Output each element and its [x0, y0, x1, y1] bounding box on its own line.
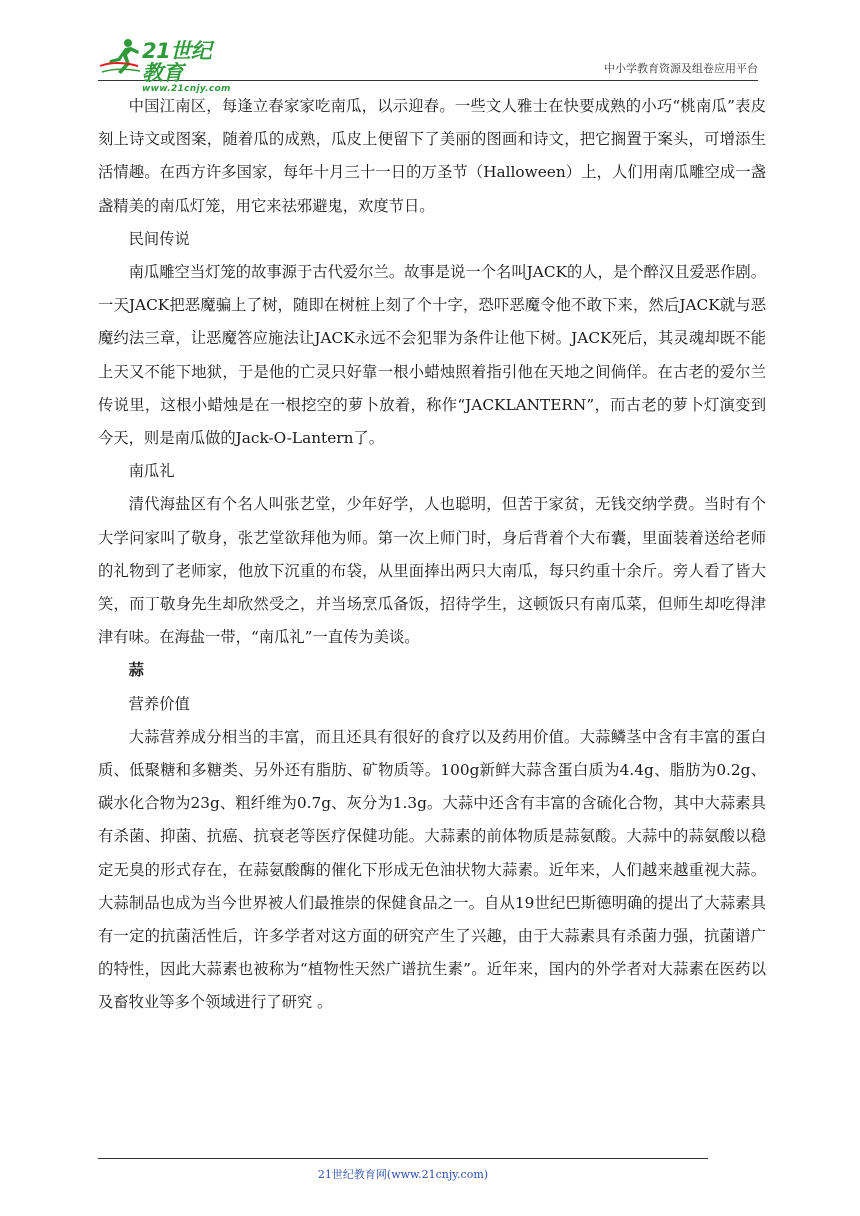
logo-wordmark: 21世纪教育: [142, 39, 212, 85]
page-footer: 21世纪教育网(www.21cnjy.com): [317, 1168, 489, 1181]
page-header: [98, 34, 758, 94]
paragraph-garlic-nutrition: 大蒜营养成分相当的丰富，而且还具有很好的食疗以及药用价值。大蒜鳞茎中含有丰富的蛋白质、低聚糖和多糖类、另外还有脂肪、矿物质等。100g新鲜大蒜含蛋白质为4.4g、脂肪为0.2g、碳水化合物为23g、粗纤维为0.7g、灰分为1.3g。大蒜中还含有丰富的含硫化合物，其中大蒜素具有杀菌、抑菌、抗癌、抗衰老等医疗保健功能。大蒜素的前体物质是蒜氨酸。大蒜中的蒜氨酸以稳定无臭的形式存在，在蒜氨酸酶的催化下形成无色油状物大蒜素。近年来，人们越来越重视大蒜。大蒜制品也成为当今世界被人们最推崇的保健食品之一。自从19世纪巴斯德明确的提出了大蒜素具有一定的抗菌活性后，许多学者对这方面的研究产生了兴趣，由于大蒜素具有杀菌力强，抗菌谱广的特性，因此大蒜素也被称为“植物性天然广谱抗生素”。近年来，国内的外学者对大蒜素在医药以及畜牧业等多个领域进行了研究 。: [98, 727, 766, 1012]
runner-logo-icon: [98, 36, 144, 76]
paragraph-pumpkin-gift: 清代海盐区有个名人叫张艺堂，少年好学，人也聪明，但苦于家贫，无钱交纳学费。当时有个大学问家叫了敬身，张艺堂欲拜他为师。第一次上师门时，身后背着个大布囊，里面装着送给老师的礼物到了老师家，他放下沉重的布袋，从里面捧出两只大南瓜，每只约重十余斤。旁人看了皆大笑，而丁敬身先生却欣然受之，并当场烹瓜备饭，招待学生，这顿饭只有南瓜菜，但师生却吃得津津有味。在海盐一带，“南瓜礼”一直传为美谈。: [98, 495, 766, 647]
paragraph-jack-lantern: 南瓜雕空当灯笼的故事源于古代爱尔兰。故事是说一个名叫JACK的人，是个醉汉且爱恶作剧。一天JACK把恶魔骗上了树，随即在树桩上刻了个十字，恐吓恶魔令他不敢下来，然后JACK就与恶魔约法三章，让恶魔答应施法让JACK永远不会犯罪为条件让他下树。JACK死后，其灵魂却既不能上天又不能下地狱，于是他的亡灵只好靠一根小蜡烛照着指引他在天地之间倘佯。在古老的爱尔兰传说里，这根小蜡烛是在一根挖空的萝卜放着，称作“JACKLANTERN”，而古老的萝卜灯演变到今天，则是南瓜做的Jack-O-Lantern了。: [98, 263, 766, 448]
document-body: [98, 90, 766, 1020]
paragraph-spring-pumpkin: 中国江南区，每逢立春家家吃南瓜，以示迎春。一些文人雅士在快要成熟的小巧“桃南瓜”表皮刻上诗文或图案，随着瓜的成熟，瓜皮上便留下了美丽的图画和诗文，把它搁置于案头，可增添生活情趣。在西方许多国家，每年十月三十一日的万圣节（Halloween）上，人们用南瓜雕空成一盏盏精美的南瓜灯笼，用它来祛邪避鬼，欢度节日。: [98, 97, 766, 215]
heading-pumpkin-gift: 南瓜礼: [128, 462, 175, 481]
logo-url: www.21cnjy.com: [142, 84, 231, 94]
logo: [98, 36, 231, 94]
heading-garlic: 蒜: [128, 661, 144, 680]
footer-divider: [98, 1158, 708, 1159]
platform-tagline: 中小学教育资源及组卷应用平台: [604, 62, 758, 75]
heading-folk-legend: 民间传说: [128, 229, 190, 248]
heading-nutrition: 营养价值: [128, 694, 190, 713]
